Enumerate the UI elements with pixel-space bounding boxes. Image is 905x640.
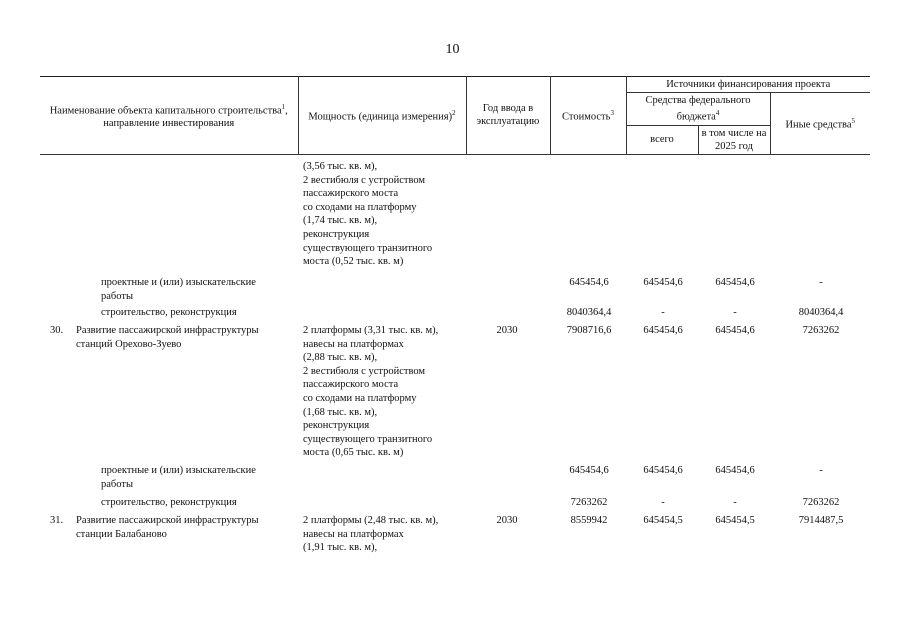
cost-cell: 645454,6	[569, 465, 609, 476]
header-year: Год ввода в эксплуатацию	[466, 77, 550, 155]
subitem-name: проектные и (или) изыскательские работы	[101, 277, 256, 302]
header-sources: Источники финансирования проекта	[626, 77, 870, 93]
other-cell: 8040364,4	[798, 307, 844, 318]
header-cost: Стоимость$^3$	[550, 77, 626, 155]
fed-total-cell: 645454,6	[643, 465, 683, 476]
power-cell: (3,56 тыс. кв. м), 2 вестибюля с устройством пассажирского моста со сходами на платформу (1,74 тыс. кв. м), реконструкция существующего транзитного моста (0,52 тыс. кв. м)	[303, 161, 433, 268]
fed-2025-cell: 645454,6	[715, 277, 755, 288]
cost-cell: 7908716,6	[566, 325, 612, 336]
fed-total-cell: -	[661, 307, 665, 318]
fed-total-cell: 645454,6	[643, 277, 683, 288]
subitem-name: строительство, реконструкция	[101, 497, 237, 508]
fed-2025-cell: 645454,6	[715, 325, 755, 336]
other-cell: -	[819, 465, 823, 476]
fed-total-cell: 645454,6	[643, 325, 683, 336]
other-cell: 7263262	[802, 325, 840, 336]
fed-total-cell: 645454,5	[643, 515, 683, 526]
item-number: 31.	[50, 515, 64, 526]
cost-cell: 645454,6	[569, 277, 609, 288]
item-name: Развитие пассажирской инфраструктуры станций Орехово-Зуево	[76, 325, 259, 350]
header-power: Мощность (единица измерения)$^2$	[298, 77, 466, 155]
power-cell: 2 платформы (2,48 тыс. кв. м), навесы на платформах (1,91 тыс. кв. м),	[303, 515, 439, 554]
other-cell: -	[819, 277, 823, 288]
fed-2025-cell: 645454,5	[715, 515, 755, 526]
subitem-name: строительство, реконструкция	[101, 307, 237, 318]
power-cell: 2 платформы (3,31 тыс. кв. м), навесы на платформах (2,88 тыс. кв. м), 2 вестибюля с устройством пассажирского моста со сходами на платформу (1,68 тыс. кв. м), реконструкция существующего транзитного моста (0,65 тыс. кв. м)	[303, 325, 439, 459]
header-fed-total: всего	[626, 125, 698, 154]
page-number: 10	[445, 42, 460, 57]
header-fed-2025: в том числе на 2025 год	[698, 125, 770, 154]
header-name: Наименование объекта капитального строительства$^1$, направление инвестирования	[40, 77, 298, 155]
year-cell: 2030	[496, 515, 518, 526]
header-federal: Средства федерального бюджета$^4$	[626, 93, 770, 126]
year-cell: 2030	[496, 325, 518, 336]
cost-cell: 8559942	[570, 515, 608, 526]
header-other: Иные средства$^5$	[770, 93, 870, 155]
fed-2025-cell: 645454,6	[715, 465, 755, 476]
other-cell: 7914487,5	[798, 515, 844, 526]
other-cell: 7263262	[802, 497, 840, 508]
item-number: 30.	[50, 325, 64, 336]
cost-cell: 8040364,4	[566, 307, 612, 318]
fed-2025-cell: -	[733, 307, 737, 318]
fed-total-cell: -	[661, 497, 665, 508]
cost-cell: 7263262	[570, 497, 608, 508]
item-name: Развитие пассажирской инфраструктуры станции Балабаново	[76, 515, 259, 540]
subitem-name: проектные и (или) изыскательские работы	[101, 465, 256, 490]
fed-2025-cell: -	[733, 497, 737, 508]
